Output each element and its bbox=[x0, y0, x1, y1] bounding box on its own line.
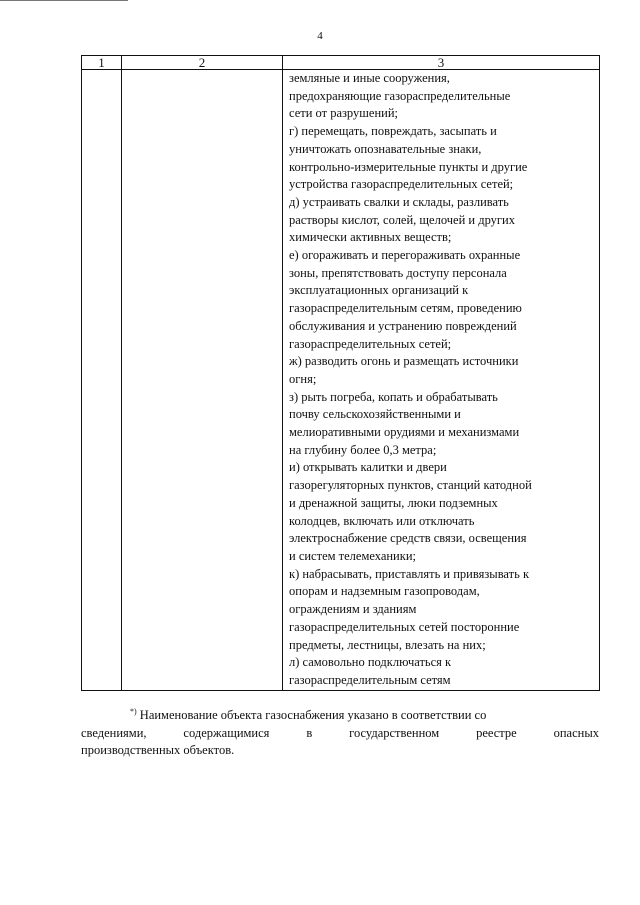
cell-line: ж) разводить огонь и размещать источники bbox=[289, 354, 519, 369]
cell-line: з) рыть погреба, копать и обрабатывать bbox=[289, 389, 498, 404]
cell-line: обслуживания и устранению повреждений bbox=[289, 318, 517, 333]
cell-line: на глубину более 0,3 метра; bbox=[289, 442, 437, 457]
table-header-row bbox=[82, 56, 600, 70]
footnote-line-3: производственных объектов. bbox=[81, 743, 235, 757]
table-cell-col2 bbox=[122, 70, 283, 691]
cell-line: предохраняющие газораспределительные bbox=[289, 88, 511, 103]
cell-line: г) перемещать, повреждать, засыпать и bbox=[289, 124, 497, 139]
cell-line: зоны, препятствовать доступу персонала bbox=[289, 265, 507, 280]
cell-line: огня; bbox=[289, 371, 317, 386]
cell-line: контрольно-измерительные пункты и другие bbox=[289, 159, 528, 174]
cell-line: химически активных веществ; bbox=[289, 230, 452, 245]
cell-line: устройства газораспределительных сетей; bbox=[289, 177, 514, 192]
cell-line: газораспределительным сетям bbox=[289, 672, 451, 687]
cell-line: уничтожать опознавательные знаки, bbox=[289, 141, 482, 156]
cell-line: и систем телемеханики; bbox=[289, 548, 416, 563]
cell-line: газораспределительных сетей; bbox=[289, 336, 452, 351]
cell-line: эксплуатационных организаций к bbox=[289, 283, 469, 298]
cell-line: земляные и иные сооружения, bbox=[289, 71, 450, 85]
cell-line: л) самовольно подключаться к bbox=[289, 655, 452, 670]
column-header-2: 2 bbox=[122, 56, 283, 70]
footnote-line-1 bbox=[81, 707, 599, 725]
cell-line: и) открывать калитки и двери bbox=[289, 460, 447, 475]
cell-line: газорегуляторных пунктов, станций катодной bbox=[289, 478, 532, 493]
cell-line: газораспределительных сетей посторонние bbox=[289, 619, 520, 634]
cell-line: и дренажной защиты, люки подземных bbox=[289, 495, 498, 510]
footnote-mark: *) bbox=[130, 706, 137, 716]
cell-line: опорам и надземным газопроводам, bbox=[289, 584, 480, 599]
cell-line: е) огораживать и перегораживать охранные bbox=[289, 248, 521, 263]
top-left-rule bbox=[0, 0, 128, 1]
table-cell-col1 bbox=[82, 70, 122, 691]
cell-line: сети от разрушений; bbox=[289, 106, 398, 121]
cell-line: колодцев, включать или отключать bbox=[289, 513, 475, 528]
table-row bbox=[82, 70, 600, 691]
document-table bbox=[81, 55, 600, 691]
footnote bbox=[81, 707, 599, 760]
cell-line: к) набрасывать, приставлять и привязывать к bbox=[289, 566, 530, 581]
footnote-line-2: сведениями, содержащимися в государственном реестре опасных bbox=[81, 725, 599, 740]
cell-line: предметы, лестницы, влезать на них; bbox=[289, 637, 486, 652]
cell-line: почву сельскохозяйственными и bbox=[289, 407, 461, 422]
cell-line: электроснабжение средств связи, освещения bbox=[289, 531, 527, 546]
cell-text-lines bbox=[289, 70, 597, 690]
cell-line: растворы кислот, солей, щелочей и других bbox=[289, 212, 515, 227]
column-header-3: 3 bbox=[283, 56, 600, 70]
cell-line: д) устраивать свалки и склады, разливать bbox=[289, 194, 509, 209]
column-header-1: 1 bbox=[82, 56, 122, 70]
cell-line: ограждениям и зданиям bbox=[289, 602, 417, 617]
page-number: 4 bbox=[317, 30, 323, 42]
footnote-text-1: Наименование объекта газоснабжения указано в соответствии со bbox=[139, 708, 487, 722]
cell-line: мелиоративными орудиями и механизмами bbox=[289, 425, 520, 440]
table-cell-col3 bbox=[283, 70, 600, 691]
cell-line: газораспределительным сетям, проведению bbox=[289, 301, 522, 316]
